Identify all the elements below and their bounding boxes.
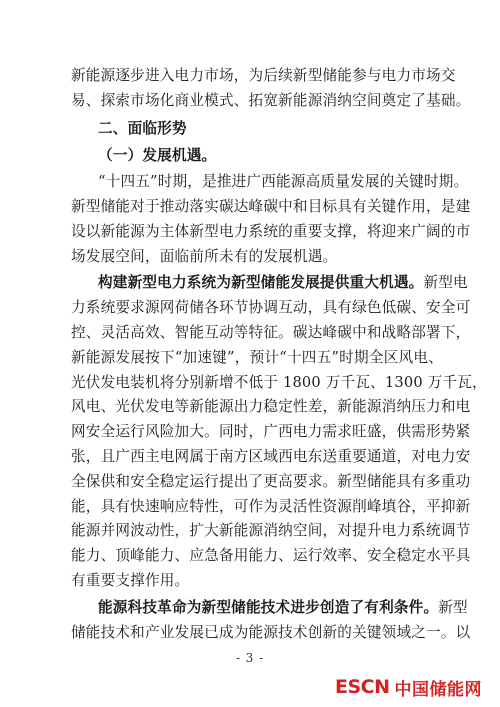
body-line: 风电、光伏发电等新能源出力稳定性差，新能源消纳压力和电 [71, 398, 471, 416]
logo-chinese-text: 中国储能网 [394, 679, 482, 700]
body-line: 全保供和安全稳定运行提出了更高要求。新型储能具有多重功 [71, 472, 471, 490]
paragraph-first-line [98, 273, 468, 293]
body-line: 光伏发电装机将分别新增不低于 1800 万千瓦、1300 万千瓦， [71, 373, 487, 391]
body-line: 场发展空间，面临前所未有的发展机遇。 [71, 247, 338, 265]
body-line: 新型储能对于推动落实碳达峰碳中和目标具有关键作用，是建 [71, 198, 471, 215]
body-line: “十四五”时期，是推进广西能源高质量发展的关键时期。 [98, 173, 469, 191]
body-line: 能力、顶峰能力、应急备用能力、运行效率、安全稳定水平具 [71, 547, 471, 565]
paragraph-first-line [98, 598, 468, 618]
body-line: 张，且广西主电网属于南方区域西电东送重要通道，对电力安 [71, 448, 471, 465]
body-line: 能，具有快速响应特性，可作为灵活性资源削峰填谷，平抑新 [71, 497, 471, 515]
body-line: 力系统要求源网荷储各环节协调互动，具有绿色低碳、安全可 [71, 299, 471, 317]
body-line: 网安全运行风险加大。同时，广西电力需求旺盛，供需形势紧 [71, 423, 471, 441]
body-line: 能源并网波动性，扩大新能源消纳空间，对提升电力系统调节 [71, 522, 471, 540]
body-line: 设以新能源为主体新型电力系统的重要支撑，将迎来广阔的市 [71, 222, 471, 240]
section-heading: 二、面临形势 [98, 119, 187, 137]
escn-logo [335, 675, 482, 699]
paragraph-lead-bold: 能源科技革命为新型储能技术进步创造了有利条件。 [98, 598, 439, 616]
body-line: 新能源逐步进入电力市场，为后续新型储能参与电力市场交 [71, 67, 456, 84]
body-text: 新型 [438, 598, 468, 616]
subsection-heading: （一）发展机遇。 [98, 147, 217, 165]
body-text: 新型电 [423, 274, 468, 292]
body-line: 控、灵活高效、智能互动等特征。碳达峰碳中和战略部署下， [71, 324, 471, 341]
body-line: 新能源发展按下“加速键”，预计“十四五”时期全区风电、 [71, 348, 443, 366]
paragraph-lead-bold: 构建新型电力系统为新型储能发展提供重大机遇。 [98, 274, 424, 292]
body-line: 易、探索市场化商业模式、拓宽新能源消纳空间奠定了基础。 [71, 91, 471, 109]
logo-english-text: ESCN [334, 676, 390, 698]
body-line: 储能技术和产业发展已成为能源技术创新的关键领域之一。以 [71, 623, 471, 641]
body-line: 有重要支撑作用。 [71, 572, 190, 589]
page-number: - 3 - [235, 651, 265, 665]
